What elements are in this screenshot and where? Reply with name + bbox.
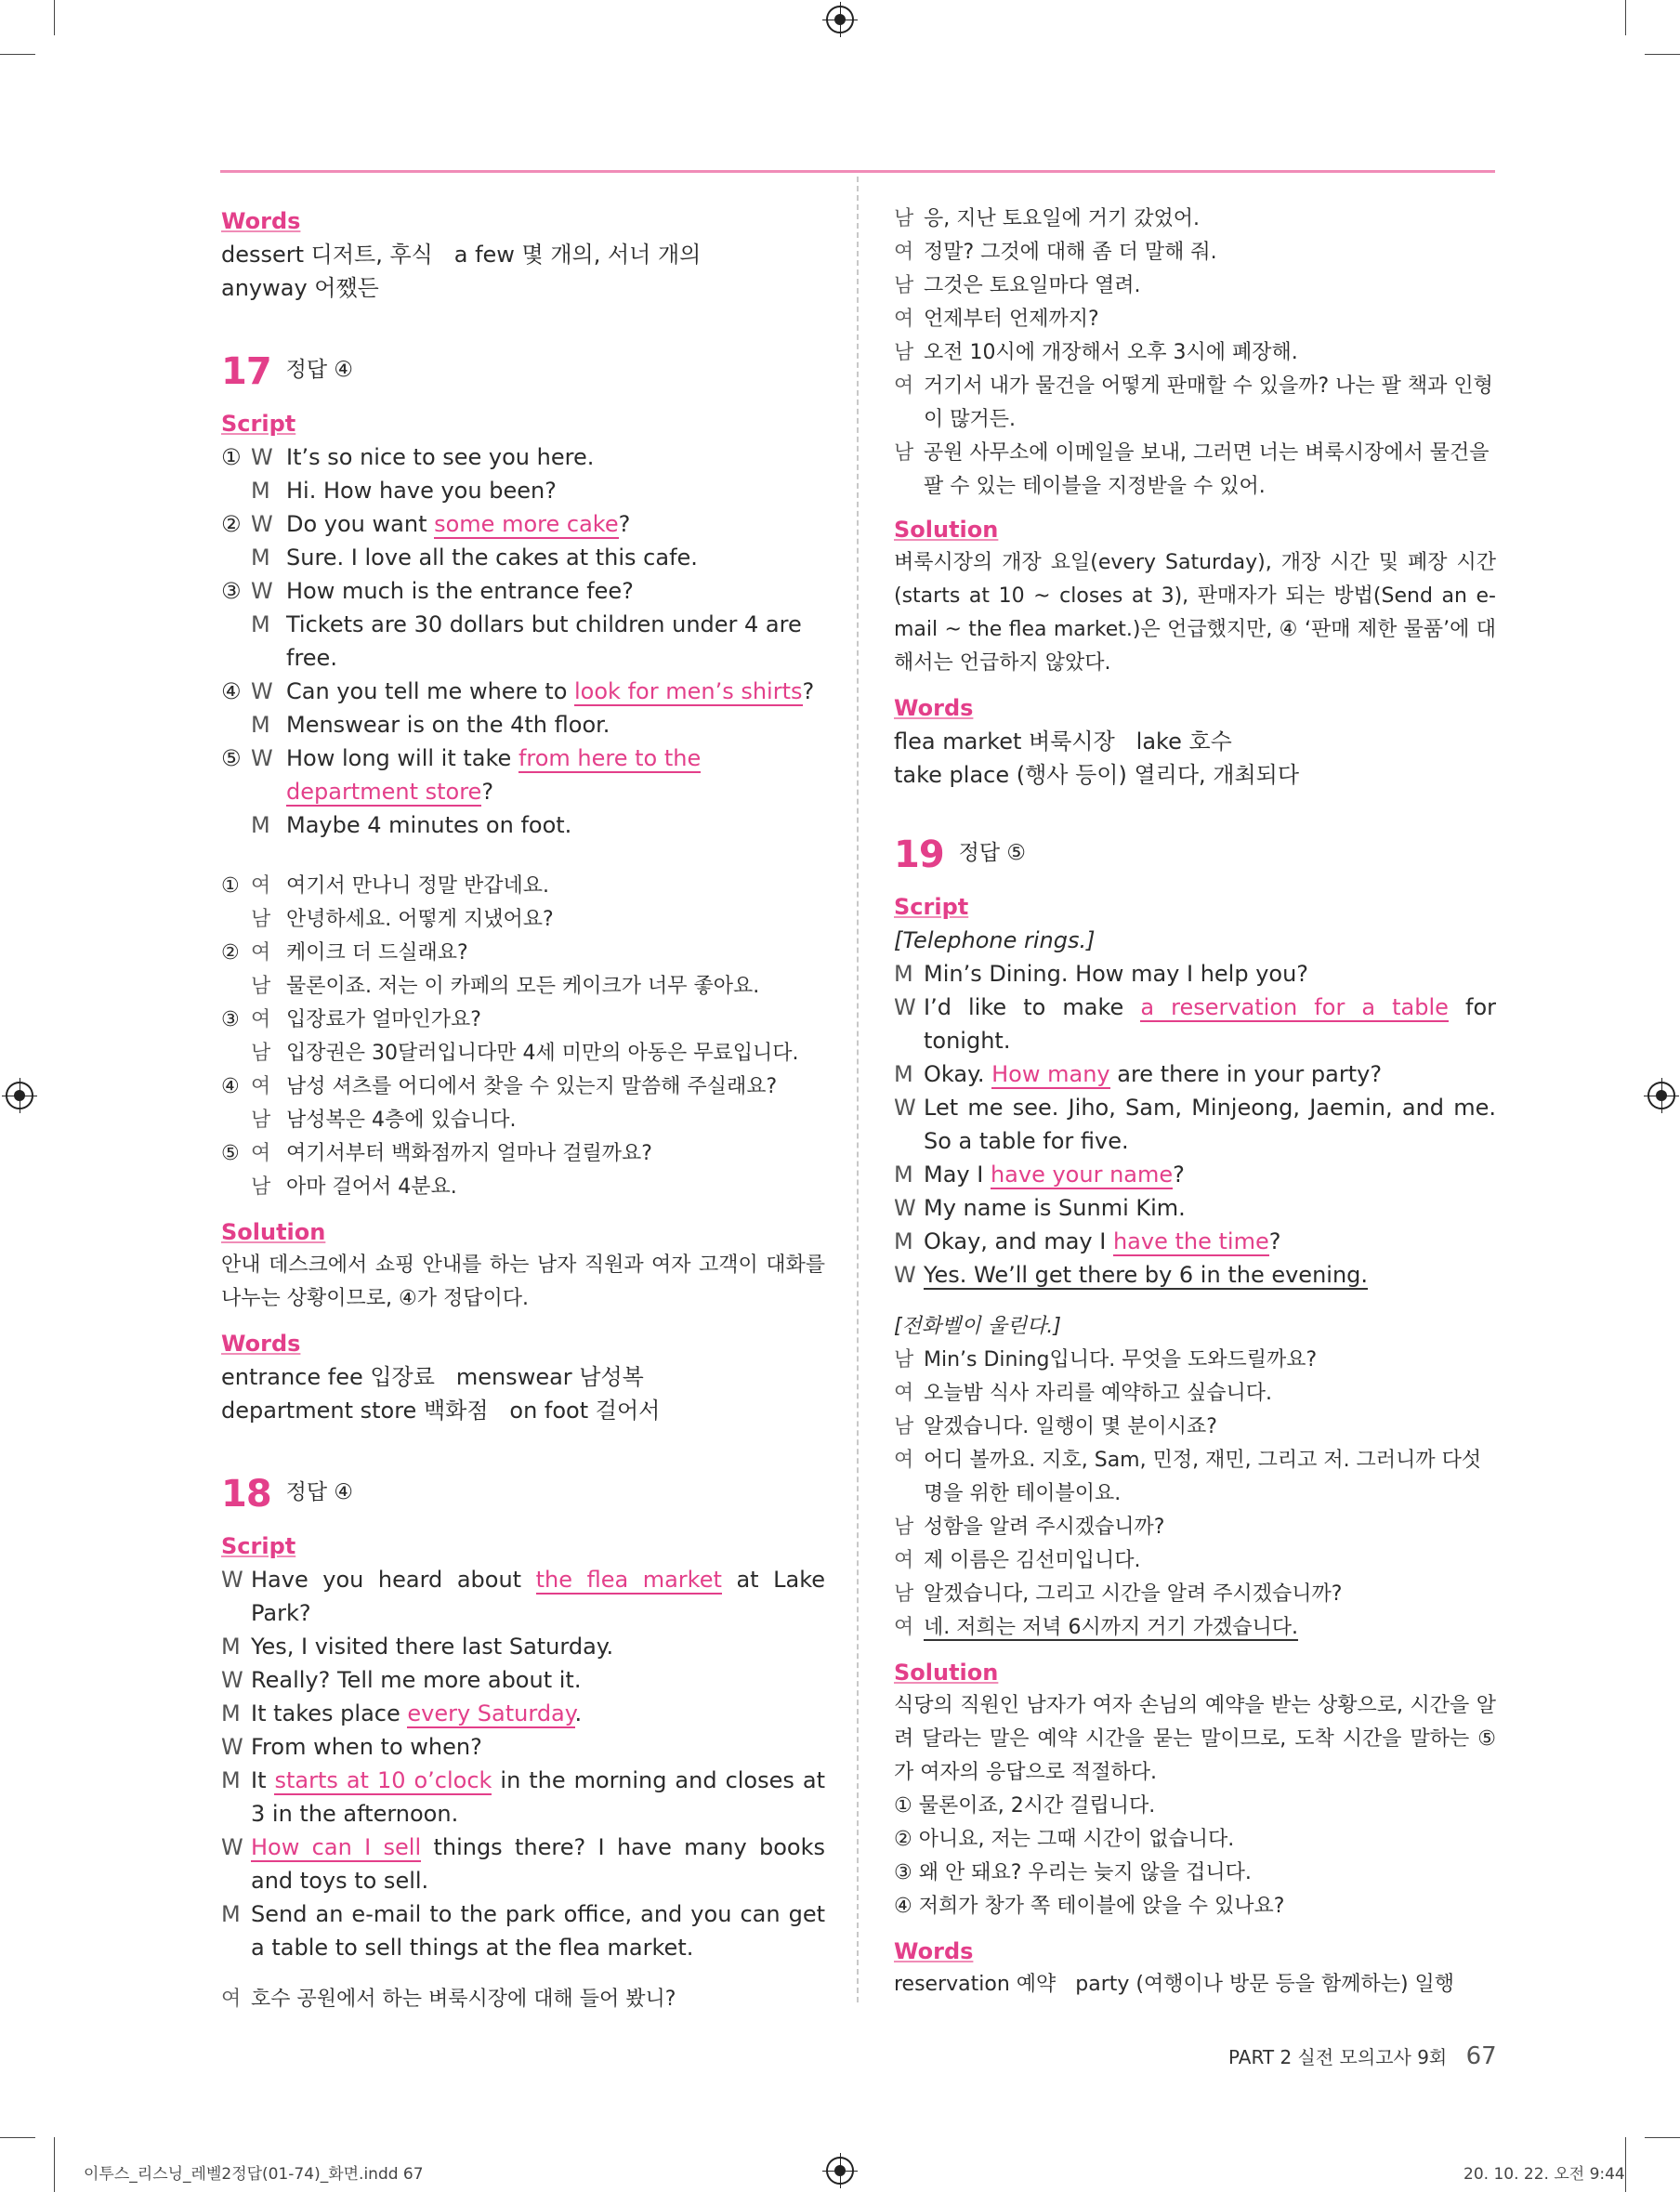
crop-mark	[0, 54, 35, 55]
script-line	[894, 1258, 1496, 1292]
line-text	[924, 1611, 1496, 1645]
option-number: ④	[221, 1075, 240, 1098]
line-text: 어디 볼까요. 지호, Sam, 민정, 재민, 그리고 저. 그러니까 다섯 명을 위한 테이블이요.	[924, 1449, 1482, 1505]
script-label: Script	[894, 894, 969, 920]
script-line	[894, 1057, 1496, 1091]
slug-filename: 이투스_리스닝_레벨2정답(01-74)_화면.indd 67	[84, 2165, 424, 2184]
solution-label: Solution	[894, 1660, 999, 1686]
line-text: Hi. How have you been?	[286, 478, 557, 504]
speaker-label: W	[894, 994, 916, 1020]
korean-line	[221, 1171, 825, 1204]
key-phrase: How many	[991, 1061, 1110, 1087]
speaker-label: 남	[251, 1042, 271, 1065]
speaker-label: M	[894, 1162, 913, 1188]
option-list	[894, 1790, 1496, 1923]
option-number	[221, 1171, 251, 1204]
korean-line	[894, 1444, 1496, 1511]
line-text: Yes, I visited there last Saturday.	[251, 1634, 614, 1660]
korean-line	[894, 370, 1496, 437]
word-entry: flea market 벼룩시장	[894, 728, 1115, 755]
korean-line	[221, 1070, 825, 1104]
line-text: 입장료가 얼마인가요?	[286, 1008, 481, 1031]
line-text: Can you tell me where to look for men’s shirts?	[286, 678, 815, 704]
line-text: How can I sell things there? I have many books and toys to sell.	[251, 1834, 825, 1894]
solution-text: 안내 데스크에서 쇼핑 안내를 하는 남자 직원과 여자 고객이 대화를 나누는 상황이므로, ④가 정답이다.	[221, 1254, 825, 1310]
korean-translation	[894, 1344, 1496, 1645]
korean-line	[894, 1544, 1496, 1578]
question-17	[221, 350, 825, 1427]
line-text: 물론이죠. 저는 이 카페의 모든 케이크가 너무 좋아요.	[286, 975, 760, 998]
speaker-label: M	[221, 1767, 241, 1793]
option-number	[221, 903, 251, 937]
answer-key: 정답 ⑤	[958, 841, 1027, 865]
speaker-label: W	[894, 1262, 916, 1288]
speaker-label: W	[251, 444, 273, 470]
speaker-label: 남	[251, 1175, 271, 1199]
speaker-label: 여	[251, 1008, 271, 1031]
speaker-label: M	[221, 1634, 241, 1660]
line-text: Okay. How many are there in your party?	[924, 1061, 1383, 1087]
korean-line	[894, 437, 1496, 504]
script-line	[221, 1730, 825, 1764]
option-item: ① 물론이죠, 2시간 걸립니다.	[894, 1794, 1156, 1818]
registration-mark-icon	[826, 2157, 854, 2185]
speaker-label: 남	[894, 274, 914, 297]
key-phrase: How can I sell	[251, 1834, 422, 1860]
line-text: Maybe 4 minutes on foot.	[286, 812, 572, 838]
speaker-label: M	[251, 545, 270, 571]
korean-line	[894, 303, 1496, 336]
speaker-label: 남	[894, 441, 914, 465]
script-label: Script	[221, 411, 296, 437]
line-text: 남성 셔츠를 어디에서 찾을 수 있는지 말씀해 주실래요?	[286, 1075, 778, 1098]
crop-mark	[1625, 2137, 1626, 2192]
script-line	[221, 742, 825, 808]
question-18	[221, 1473, 825, 2016]
line-text: It takes place every Saturday.	[251, 1700, 583, 1726]
words-label: Words	[894, 1938, 974, 1964]
line-text: 남성복은 4층에 있습니다.	[286, 1109, 517, 1132]
footer-part: PART 2 실전 모의고사 9회	[1228, 2046, 1448, 2068]
speaker-label: M	[221, 1901, 241, 1927]
line-text: Menswear is on the 4th floor.	[286, 712, 610, 738]
page-footer	[1228, 2042, 1497, 2070]
column-divider	[857, 177, 859, 2002]
registration-mark-icon	[826, 6, 854, 33]
speaker-label: M	[251, 611, 270, 637]
question-19	[894, 833, 1497, 2002]
line-text: 정말? 그것에 대해 좀 더 말해 줘.	[924, 241, 1217, 264]
line-text: Have you heard about the flea market at Lake Park?	[251, 1567, 825, 1626]
speaker-label: 여	[894, 1449, 914, 1472]
speaker-label: M	[221, 1700, 241, 1726]
words-section	[221, 204, 825, 305]
word-entry: reservation 예약	[894, 1973, 1057, 1996]
korean-line	[221, 1137, 825, 1171]
option-number: ①	[221, 444, 242, 470]
korean-line	[221, 937, 825, 970]
key-phrase: every Saturday	[407, 1700, 575, 1726]
key-phrase: some more cake	[434, 511, 619, 537]
key-phrase: from here to the department store	[286, 745, 702, 805]
word-entry: a few 몇 개의, 서너 개의	[453, 242, 702, 268]
word-entry: lake 호수	[1135, 728, 1232, 755]
korean-line	[221, 870, 825, 903]
korean-line	[894, 1377, 1496, 1411]
option-number: ③	[221, 1008, 240, 1031]
speaker-label: M	[251, 812, 270, 838]
speaker-label: 여	[251, 1075, 271, 1098]
korean-translation	[221, 870, 825, 1204]
line-text: It’s so nice to see you here.	[286, 444, 595, 470]
script-line	[221, 1663, 825, 1697]
line-text: 여기서부터 백화점까지 얼마나 걸릴까요?	[286, 1142, 652, 1165]
crop-mark	[54, 0, 55, 35]
script-line	[221, 675, 825, 708]
option-number: ②	[221, 511, 242, 537]
script-line	[221, 440, 825, 474]
korean-line	[894, 236, 1496, 269]
line-text: May I have your name?	[924, 1162, 1185, 1188]
speaker-label: 남	[894, 341, 914, 364]
korean-line	[221, 1104, 825, 1137]
option-number: ⑤	[221, 1142, 240, 1165]
line-text: Min’s Dining. How may I help you?	[924, 961, 1309, 987]
line-text: Min’s Dining입니다. 무엇을 도와드릴까요?	[924, 1348, 1318, 1372]
solution-text: 식당의 직원인 남자가 여자 손님의 예약을 받는 상황으로, 시간을 알려 달라는 말은 예약 시간을 묻는 말이므로, 도착 시간을 말하는 ⑤가 여자의 응답으로 적절하다.	[894, 1694, 1496, 1784]
speaker-label: 남	[894, 1415, 914, 1438]
script-line	[221, 708, 825, 742]
solution-label: Solution	[894, 517, 999, 543]
speaker-label: W	[251, 511, 273, 537]
speaker-label: M	[251, 712, 270, 738]
korean-line	[894, 1611, 1496, 1645]
speaker-label: 남	[894, 1582, 914, 1606]
script-line	[221, 1630, 825, 1663]
question-number: 18	[221, 1473, 271, 1516]
script-line	[221, 1697, 825, 1730]
line-text: Send an e-mail to the park office, and you can get a table to sell things at the flea market.	[251, 1901, 825, 1961]
option-number	[221, 1037, 251, 1070]
script-line	[221, 474, 825, 507]
speaker-label: M	[894, 1228, 913, 1254]
word-entry: party (여행이나 방문 등을 함께하는) 일행	[1075, 1973, 1455, 1996]
line-text: Let me see. Jiho, Sam, Minjeong, Jaemin, and me. So a table for five.	[924, 1095, 1496, 1154]
option-number: ④	[221, 678, 242, 704]
stage-direction: [전화벨이 울린다.]	[894, 1315, 1061, 1338]
crop-mark	[0, 2137, 35, 2138]
korean-line	[894, 1511, 1496, 1544]
speaker-label: 남	[251, 975, 271, 998]
slug-date: 20. 10. 22. 오전 9:44	[1463, 2165, 1625, 2184]
option-item: ② 아니요, 저는 그때 시간이 없습니다.	[894, 1828, 1235, 1851]
word-entry: take place (행사 등이) 열리다, 개최되다	[894, 762, 1300, 788]
top-rule	[220, 170, 1495, 173]
speaker-label: 여	[894, 241, 914, 264]
line-text: 제 이름은 김선미입니다.	[924, 1549, 1141, 1572]
line-text: 알겠습니다. 일행이 몇 분이시죠?	[924, 1415, 1217, 1438]
option-number	[221, 1104, 251, 1137]
line-text: 언제부터 언제까지?	[924, 308, 1099, 331]
stage-direction: [Telephone rings.]	[894, 927, 1096, 953]
line-text: 거기서 내가 물건을 어떻게 판매할 수 있을까? 나는 팔 책과 인형이 많거든.	[924, 374, 1493, 431]
line-text: It starts at 10 o’clock in the morning and closes at 3 in the afternoon.	[251, 1767, 825, 1827]
word-entry: menswear 남성복	[455, 1364, 644, 1390]
left-column	[221, 204, 825, 2016]
option-item: ③ 왜 안 돼요? 우리는 늦지 않을 겁니다.	[894, 1861, 1252, 1884]
word-entry: dessert 디저트, 후식	[221, 242, 433, 268]
korean-line	[894, 203, 1496, 236]
korean-line	[894, 1578, 1496, 1611]
script-line	[221, 574, 825, 608]
line-text: How much is the entrance fee?	[286, 578, 634, 604]
speaker-label: W	[221, 1667, 243, 1693]
question-number: 19	[894, 833, 944, 876]
line-text: 오늘밤 식사 자리를 예약하고 싶습니다.	[924, 1382, 1272, 1405]
line-text: From when to when?	[251, 1734, 482, 1760]
speaker-label: 남	[251, 908, 271, 931]
script-line	[894, 991, 1496, 1057]
speaker-label: 여	[251, 1142, 271, 1165]
answer-key: 정답 ④	[285, 1480, 354, 1504]
key-phrase: have the time	[1112, 1228, 1269, 1254]
line-text: 성함을 알려 주시겠습니까?	[924, 1516, 1165, 1539]
option-number	[221, 970, 251, 1004]
script-line	[894, 1191, 1496, 1225]
line-text: 아마 걸어서 4분요.	[286, 1175, 457, 1199]
option-number: ③	[221, 578, 242, 604]
key-phrase: a reservation for a table	[1140, 994, 1449, 1020]
script-line	[221, 507, 825, 541]
option-number	[221, 708, 251, 742]
underlined-answer: 네. 저희는 저녁 6시까지 거기 가겠습니다.	[924, 1616, 1298, 1639]
korean-line	[221, 1037, 825, 1070]
crop-mark	[1645, 2137, 1680, 2138]
script-line	[221, 1764, 825, 1831]
key-phrase: look for men’s shirts	[574, 678, 803, 704]
option-number	[221, 541, 251, 574]
speaker-label: 여	[894, 1382, 914, 1405]
script-line	[221, 608, 825, 675]
crop-mark	[54, 2137, 55, 2192]
script-label: Script	[221, 1533, 296, 1559]
line-text: Really? Tell me more about it.	[251, 1667, 582, 1693]
speaker-label: M	[251, 478, 270, 504]
line-text: 공원 사무소에 이메일을 보내, 그러면 너는 벼룩시장에서 물건을 팔 수 있는 테이블을 지정받을 수 있어.	[924, 441, 1490, 498]
speaker-label: W	[221, 1834, 243, 1860]
option-number	[221, 474, 251, 507]
line-text: 입장권은 30달러입니다만 4세 미만의 아동은 무료입니다.	[286, 1042, 799, 1065]
words-label: Words	[221, 208, 301, 234]
word-entry: on foot 걸어서	[509, 1398, 661, 1424]
crop-mark	[1645, 54, 1680, 55]
speaker-label: W	[251, 678, 273, 704]
korean-line	[894, 1411, 1496, 1444]
line-text: 응, 지난 토요일에 거기 갔었어.	[924, 207, 1200, 230]
option-number	[221, 608, 251, 675]
speaker-label: 여	[894, 308, 914, 331]
script-line	[894, 957, 1496, 991]
solution-label: Solution	[221, 1219, 326, 1245]
script-line	[221, 1563, 825, 1630]
speaker-label: 남	[894, 207, 914, 230]
speaker-label: W	[251, 578, 273, 604]
speaker-label: W	[221, 1567, 243, 1593]
word-entry: anyway 어쨌든	[221, 275, 379, 301]
question-number: 17	[221, 350, 271, 393]
korean-line	[221, 903, 825, 937]
words-label: Words	[221, 1331, 301, 1357]
speaker-label: 여	[894, 1616, 914, 1639]
script-line	[894, 1225, 1496, 1258]
korean-line	[221, 1004, 825, 1037]
script-line	[894, 1158, 1496, 1191]
korean-line	[894, 336, 1496, 370]
speaker-label: W	[221, 1734, 243, 1760]
script-line	[221, 808, 825, 842]
speaker-label: 여	[894, 1549, 914, 1572]
script-line	[221, 1897, 825, 1964]
speaker-label: 남	[251, 1109, 271, 1132]
line-text: 오전 10시에 개장해서 오후 3시에 폐장해.	[924, 341, 1298, 364]
crop-mark	[1625, 0, 1626, 35]
line-text: 알겠습니다, 그리고 시간을 알려 주시겠습니까?	[924, 1582, 1343, 1606]
korean-line: 여 호수 공원에서 하는 벼룩시장에 대해 들어 봤니?	[221, 1988, 676, 2011]
key-phrase: the flea market	[535, 1567, 722, 1593]
line-text: 안녕하세요. 어떻게 지냈어요?	[286, 908, 554, 931]
speaker-label: 여	[894, 374, 914, 398]
option-item: ④ 저희가 창가 쪽 테이블에 앉을 수 있나요?	[894, 1895, 1285, 1918]
right-column	[894, 203, 1496, 2002]
speaker-label: W	[894, 1095, 916, 1121]
word-entry: department store 백화점	[221, 1398, 489, 1424]
script-lines	[221, 1563, 825, 1964]
script-lines	[894, 957, 1496, 1292]
registration-mark-icon	[1647, 1082, 1675, 1109]
speaker-label: M	[894, 1061, 913, 1087]
script-line	[894, 1091, 1496, 1158]
option-number: ①	[221, 874, 240, 898]
speaker-label: 여	[251, 874, 271, 898]
registration-mark-icon	[6, 1082, 33, 1109]
option-number: ②	[221, 941, 240, 965]
answer-key: 정답 ④	[285, 358, 354, 382]
script-line	[221, 541, 825, 574]
solution-text: 벼룩시장의 개장 요일(every Saturday), 개장 시간 및 폐장 시간(starts at 10 ~ closes at 3), 판매자가 되는 방법(Send an e-mail ~ the flea market.)은 언급했지만, ④ ‘판매 제한 물품’에 대해서는 언급하지 않았다.	[894, 551, 1496, 675]
word-entry: entrance fee 입장료	[221, 1364, 435, 1390]
words-label: Words	[894, 695, 974, 721]
line-text: How long will it take from here to the department store?	[286, 745, 702, 805]
line-text: Okay, and may I have the time?	[924, 1228, 1281, 1254]
page-number: 67	[1465, 2042, 1497, 2070]
korean-translation	[894, 203, 1496, 504]
key-phrase: starts at 10 o’clock	[274, 1767, 492, 1793]
speaker-label: M	[894, 961, 913, 987]
script-line	[221, 1831, 825, 1897]
line-text: Sure. I love all the cakes at this cafe.	[286, 545, 698, 571]
speaker-label: 남	[894, 1348, 914, 1372]
key-phrase: have your name	[990, 1162, 1174, 1188]
korean-line	[894, 1344, 1496, 1377]
line-text: I’d like to make a reservation for a table for tonight.	[924, 994, 1497, 1054]
option-number	[221, 808, 251, 842]
korean-line	[221, 970, 825, 1004]
speaker-label: 여	[251, 941, 271, 965]
speaker-label: 남	[894, 1516, 914, 1539]
line-text: 케이크 더 드실래요?	[286, 941, 468, 965]
line-text: 여기서 만나니 정말 반갑네요.	[286, 874, 549, 898]
speaker-label: W	[894, 1195, 916, 1221]
korean-line	[894, 269, 1496, 303]
option-number: ⑤	[221, 745, 242, 771]
line-text	[924, 1258, 1496, 1292]
line-text: Do you want some more cake?	[286, 511, 631, 537]
line-text: 그것은 토요일마다 열려.	[924, 274, 1141, 297]
speaker-label: W	[251, 745, 273, 771]
line-text: My name is Sunmi Kim.	[924, 1195, 1186, 1221]
underlined-answer: Yes. We’ll get there by 6 in the evening.	[924, 1262, 1369, 1288]
script-lines	[221, 440, 825, 842]
line-text: Tickets are 30 dollars but children under 4 are free.	[286, 611, 802, 671]
